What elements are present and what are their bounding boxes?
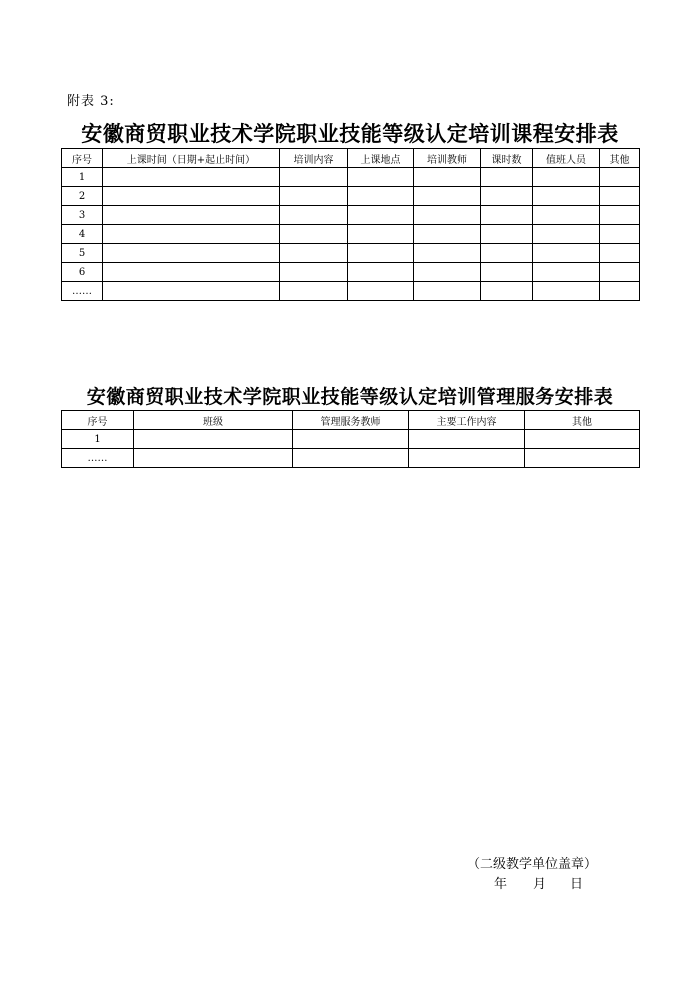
row-index: 3	[62, 206, 103, 225]
cell	[481, 244, 533, 263]
row-index: 1	[62, 168, 103, 187]
row-index: 1	[62, 430, 134, 449]
cell	[533, 263, 600, 282]
cell	[293, 430, 409, 449]
cell	[103, 263, 280, 282]
cell	[414, 244, 481, 263]
cell	[533, 187, 600, 206]
cell	[280, 187, 348, 206]
cell	[280, 244, 348, 263]
cell	[481, 187, 533, 206]
cell	[103, 244, 280, 263]
cell	[414, 263, 481, 282]
header-other: 其他	[600, 149, 640, 168]
table-header-row	[62, 149, 640, 168]
cell	[481, 168, 533, 187]
cell	[600, 244, 640, 263]
row-index: 2	[62, 187, 103, 206]
header-duty-staff: 值班人员	[533, 149, 600, 168]
cell	[600, 206, 640, 225]
header-location: 上课地点	[348, 149, 414, 168]
cell	[525, 449, 640, 468]
cell	[103, 225, 280, 244]
cell	[533, 206, 600, 225]
day-label: 日	[570, 877, 584, 892]
cell	[134, 449, 293, 468]
table-row	[62, 430, 640, 449]
cell	[600, 168, 640, 187]
row-index: ……	[62, 449, 134, 468]
cell	[103, 187, 280, 206]
course-schedule-title: 安徽商贸职业技术学院职业技能等级认定培训课程安排表	[81, 121, 619, 146]
cell	[409, 449, 525, 468]
table-row	[62, 168, 640, 187]
header-index: 序号	[62, 411, 134, 430]
annex-label: 附表 3:	[67, 94, 115, 109]
header-hours: 课时数	[481, 149, 533, 168]
header-class: 班级	[134, 411, 293, 430]
cell	[103, 168, 280, 187]
cell	[414, 206, 481, 225]
cell	[600, 225, 640, 244]
service-schedule-table	[61, 410, 640, 468]
table-row	[62, 244, 640, 263]
cell	[134, 430, 293, 449]
table-row	[62, 449, 640, 468]
row-index: 6	[62, 263, 103, 282]
cell	[481, 263, 533, 282]
cell	[533, 225, 600, 244]
cell	[348, 168, 414, 187]
table-header-row	[62, 411, 640, 430]
cell	[280, 206, 348, 225]
cell	[414, 168, 481, 187]
cell	[280, 263, 348, 282]
cell	[348, 282, 414, 301]
cell	[600, 187, 640, 206]
cell	[481, 225, 533, 244]
month-label: 月	[533, 877, 547, 892]
row-index: 4	[62, 225, 103, 244]
header-service-teacher: 管理服务教师	[293, 411, 409, 430]
cell	[600, 263, 640, 282]
cell	[414, 187, 481, 206]
cell	[600, 282, 640, 301]
cell	[414, 225, 481, 244]
cell	[414, 282, 481, 301]
cell	[280, 225, 348, 244]
course-schedule-table	[61, 148, 640, 301]
cell	[525, 430, 640, 449]
cell	[348, 187, 414, 206]
header-main-work: 主要工作内容	[409, 411, 525, 430]
cell	[348, 244, 414, 263]
department-seal-note: （二级教学单位盖章）	[467, 857, 598, 872]
header-other: 其他	[525, 411, 640, 430]
cell	[533, 168, 600, 187]
cell	[481, 206, 533, 225]
cell	[103, 206, 280, 225]
cell	[533, 282, 600, 301]
header-trainer: 培训教师	[414, 149, 481, 168]
cell	[409, 430, 525, 449]
cell	[348, 263, 414, 282]
table-row	[62, 206, 640, 225]
header-training-content: 培训内容	[280, 149, 348, 168]
cell	[280, 282, 348, 301]
table-row	[62, 282, 640, 301]
cell	[293, 449, 409, 468]
table-row	[62, 187, 640, 206]
header-index: 序号	[62, 149, 103, 168]
date-line	[494, 873, 583, 892]
service-schedule-title: 安徽商贸职业技术学院职业技能等级认定培训管理服务安排表	[86, 386, 614, 408]
cell	[103, 282, 280, 301]
table-row	[62, 263, 640, 282]
cell	[481, 282, 533, 301]
cell	[348, 206, 414, 225]
header-class-time: 上课时间（日期+起止时间）	[103, 149, 280, 168]
cell	[348, 225, 414, 244]
row-index: ……	[62, 282, 103, 301]
cell	[533, 244, 600, 263]
year-label: 年	[494, 877, 508, 892]
table-row	[62, 225, 640, 244]
cell	[280, 168, 348, 187]
row-index: 5	[62, 244, 103, 263]
